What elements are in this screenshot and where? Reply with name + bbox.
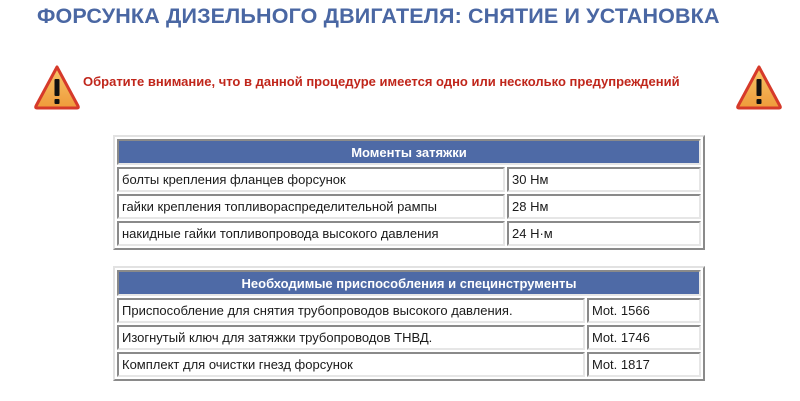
torque-table: [113, 135, 705, 250]
tool-code: Mot. 1746: [587, 325, 701, 350]
torque-item: болты крепления фланцев форсунок: [117, 167, 505, 192]
torque-item: накидные гайки топливопровода высокого давления: [117, 221, 505, 246]
page-title: ФОРСУНКА ДИЗЕЛЬНОГО ДВИГАТЕЛЯ: СНЯТИЕ И УСТАНОВКА: [37, 4, 720, 28]
tools-table: [113, 266, 705, 381]
tool-code: Mot. 1566: [587, 298, 701, 323]
table-row: [117, 352, 701, 377]
table-row: [117, 194, 701, 219]
torque-table-header: Моменты затяжки: [117, 139, 701, 165]
torque-value: 30 Нм: [507, 167, 701, 192]
tool-description: Приспособление для снятия трубопроводов высокого давления.: [117, 298, 585, 323]
table-row: [117, 221, 701, 246]
tool-description: Комплект для очистки гнезд форсунок: [117, 352, 585, 377]
table-row: [117, 298, 701, 323]
torque-value: 24 Н·м: [507, 221, 701, 246]
warning-message: Обратите внимание, что в данной процедуре имеется одно или несколько предупреждений: [83, 74, 680, 89]
table-row: [117, 167, 701, 192]
torque-value: 28 Нм: [507, 194, 701, 219]
warning-triangle-icon: [735, 64, 783, 110]
tool-description: Изогнутый ключ для затяжки трубопроводов ТНВД.: [117, 325, 585, 350]
torque-item: гайки крепления топливораспределительной рампы: [117, 194, 505, 219]
tool-code: Mot. 1817: [587, 352, 701, 377]
table-row: [117, 325, 701, 350]
tools-table-header: Необходимые приспособления и специнструменты: [117, 270, 701, 296]
warning-triangle-icon: [33, 64, 81, 110]
